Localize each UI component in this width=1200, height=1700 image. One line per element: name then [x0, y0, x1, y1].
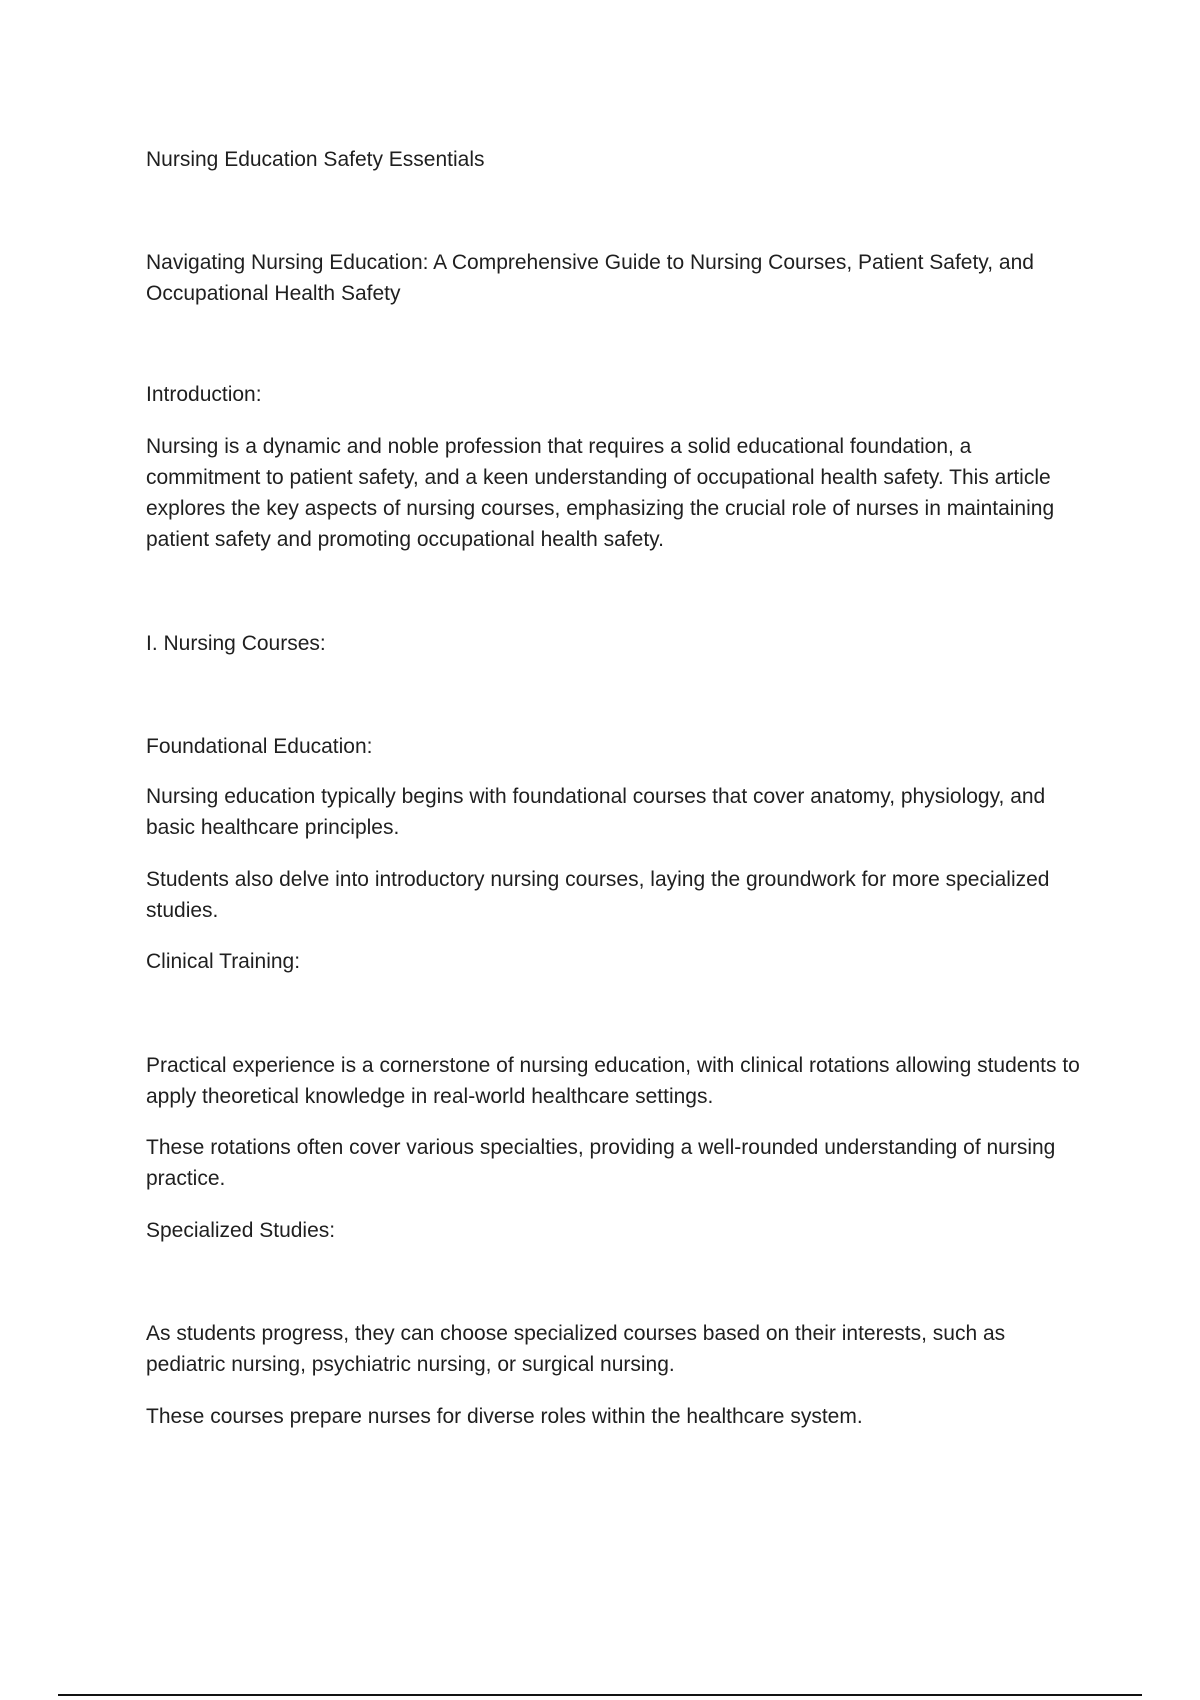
subheading-foundational-education: Foundational Education: [146, 735, 373, 758]
clinical-paragraph-1: Practical experience is a cornerstone of nursing education, with clinical rotations allowing students to apply theoretical knowledge in real-world healthcare settings. [146, 1054, 1080, 1108]
foundational-paragraph-2: Students also delve into introductory nursing courses, laying the groundwork for more specialized studies. [146, 868, 1050, 922]
subheading-clinical-training: Clinical Training: [146, 950, 301, 973]
page-bottom-divider [58, 1694, 1142, 1696]
document-title: Nursing Education Safety Essentials [146, 148, 485, 171]
document-subtitle: Navigating Nursing Education: A Comprehensive Guide to Nursing Courses, Patient Safety, and Occupational Health Safety [146, 251, 1034, 305]
section-heading-nursing-courses: I. Nursing Courses: [146, 632, 326, 655]
foundational-paragraph-1: Nursing education typically begins with foundational courses that cover anatomy, physiology, and basic healthcare principles. [146, 785, 1046, 839]
specialized-paragraph-2: These courses prepare nurses for diverse roles within the healthcare system. [146, 1405, 863, 1428]
introduction-paragraph: Nursing is a dynamic and noble profession that requires a solid educational foundation, a commitment to patient safety, and a keen understanding of occupational health safety. This article explores the key aspects of nursing courses, emphasizing the crucial role of nurses in maintaining patient safety and promoting occupational health safety. [146, 435, 1055, 551]
clinical-paragraph-2: These rotations often cover various specialties, providing a well-rounded understanding of nursing practice. [146, 1136, 1056, 1190]
specialized-paragraph-1: As students progress, they can choose specialized courses based on their interests, such as pediatric nursing, psychiatric nursing, or surgical nursing. [146, 1322, 1006, 1376]
introduction-heading: Introduction: [146, 383, 262, 406]
subheading-specialized-studies: Specialized Studies: [146, 1219, 336, 1242]
